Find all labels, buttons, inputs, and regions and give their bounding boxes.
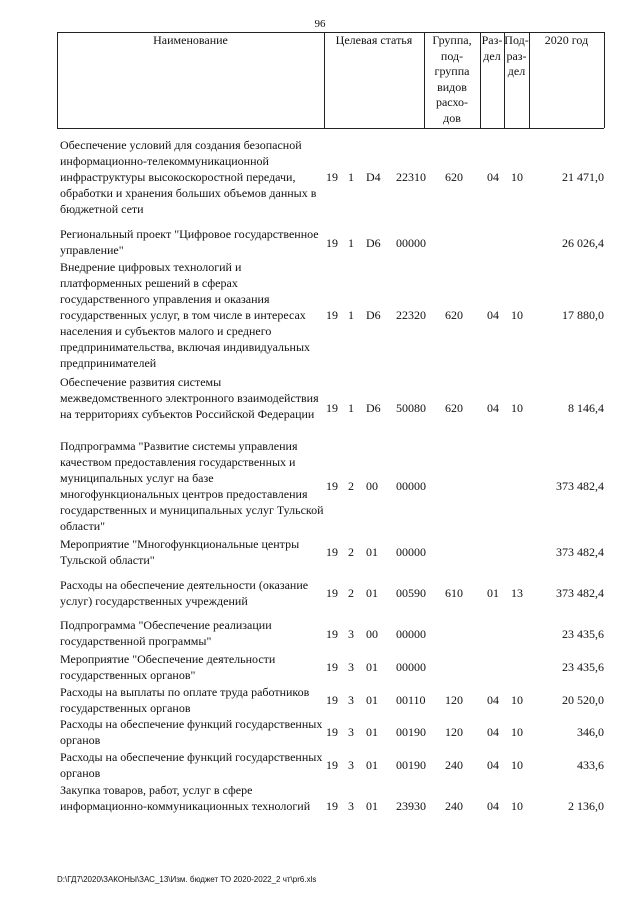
row-amount: 26 026,4 bbox=[562, 236, 604, 250]
row-section: 04 bbox=[487, 308, 499, 322]
row-amount: 23 435,6 bbox=[562, 660, 604, 674]
row-section: 01 bbox=[487, 586, 499, 600]
row-subsection: 10 bbox=[511, 725, 523, 739]
header-year: 2020 год bbox=[544, 33, 589, 47]
row-subprogram: 2 bbox=[348, 545, 354, 559]
row-amount: 346,0 bbox=[577, 725, 604, 739]
row-direction: 50080 bbox=[396, 401, 426, 415]
row-amount: 373 482,4 bbox=[556, 586, 604, 600]
row-section: 04 bbox=[487, 758, 499, 772]
row-subprogram: 1 bbox=[348, 170, 354, 184]
row-event: 01 bbox=[366, 758, 378, 772]
file-path-footer: D:\ГД7\2020\ЗАКОНЫ\ЗАС_13\Изм. бюджет ТО 2020-2022_2 чт\pr6.xls bbox=[57, 875, 317, 884]
row-event: 00 bbox=[366, 627, 378, 641]
row-subsection: 10 bbox=[511, 758, 523, 772]
row-name: Подпрограмма "Обеспечение реализации государственной программы" bbox=[60, 618, 272, 648]
row-program: 19 bbox=[326, 660, 338, 674]
row-subprogram: 3 bbox=[348, 799, 354, 813]
row-direction: 00000 bbox=[396, 236, 426, 250]
row-program: 19 bbox=[326, 799, 338, 813]
row-event: D4 bbox=[366, 170, 381, 184]
row-subprogram: 3 bbox=[348, 693, 354, 707]
row-name: Закупка товаров, работ, услуг в сфере информационно-коммуникационных технологий bbox=[60, 783, 311, 813]
row-name: Региональный проект "Цифровое государственное управление" bbox=[60, 227, 319, 257]
row-group: 120 bbox=[445, 693, 463, 707]
row-amount: 373 482,4 bbox=[556, 479, 604, 493]
row-subprogram: 3 bbox=[348, 627, 354, 641]
header-bottom-rule bbox=[57, 128, 604, 129]
row-amount: 373 482,4 bbox=[556, 545, 604, 559]
row-program: 19 bbox=[326, 758, 338, 772]
row-event: 01 bbox=[366, 545, 378, 559]
row-name: Мероприятие "Многофункциональные центры Тульской области" bbox=[60, 537, 300, 567]
row-subprogram: 2 bbox=[348, 479, 354, 493]
row-direction: 22310 bbox=[396, 170, 426, 184]
row-section: 04 bbox=[487, 401, 499, 415]
row-name: Расходы на выплаты по оплате труда работников государственных органов bbox=[60, 685, 310, 715]
row-program: 19 bbox=[326, 725, 338, 739]
row-program: 19 bbox=[326, 545, 338, 559]
row-subprogram: 3 bbox=[348, 725, 354, 739]
row-program: 19 bbox=[326, 627, 338, 641]
row-name: Расходы на обеспечение деятельности (оказание услуг) государственных учреждений bbox=[60, 578, 309, 608]
page-number: 96 bbox=[314, 18, 326, 30]
row-subprogram: 1 bbox=[348, 236, 354, 250]
row-subsection: 10 bbox=[511, 308, 523, 322]
row-subprogram: 3 bbox=[348, 660, 354, 674]
row-event: 01 bbox=[366, 586, 378, 600]
row-name: Расходы на обеспечение функций государственных органов bbox=[60, 750, 323, 780]
row-program: 19 bbox=[326, 170, 338, 184]
row-event: 01 bbox=[366, 725, 378, 739]
row-name: Обеспечение развития системы межведомственного электронного взаимодействия на территориях субъектов Российской Федерации bbox=[60, 375, 319, 421]
row-name: Мероприятие "Обеспечение деятельности государственных органов" bbox=[60, 652, 276, 682]
row-name: Подпрограмма "Развитие системы управления качеством предоставления государственных и муниципальных услуг на базе многофункциональных центров предоставления государственных и муниципальных услуг Тульской области" bbox=[60, 439, 324, 533]
row-section: 04 bbox=[487, 725, 499, 739]
row-subsection: 10 bbox=[511, 799, 523, 813]
row-direction: 00190 bbox=[396, 758, 426, 772]
row-group: 240 bbox=[445, 758, 463, 772]
row-subsection: 10 bbox=[511, 693, 523, 707]
row-subprogram: 2 bbox=[348, 586, 354, 600]
row-group: 120 bbox=[445, 725, 463, 739]
row-event: D6 bbox=[366, 308, 381, 322]
row-program: 19 bbox=[326, 308, 338, 322]
row-amount: 2 136,0 bbox=[568, 799, 604, 813]
header-section: Раз- дел bbox=[481, 33, 503, 63]
row-amount: 8 146,4 bbox=[568, 401, 604, 415]
row-program: 19 bbox=[326, 586, 338, 600]
row-program: 19 bbox=[326, 693, 338, 707]
row-amount: 433,6 bbox=[577, 758, 604, 772]
row-group: 620 bbox=[445, 170, 463, 184]
row-subprogram: 1 bbox=[348, 401, 354, 415]
row-subsection: 10 bbox=[511, 401, 523, 415]
row-group: 620 bbox=[445, 308, 463, 322]
row-event: D6 bbox=[366, 236, 381, 250]
row-event: D6 bbox=[366, 401, 381, 415]
row-subprogram: 3 bbox=[348, 758, 354, 772]
row-amount: 17 880,0 bbox=[562, 308, 604, 322]
row-name: Расходы на обеспечение функций государственных органов bbox=[60, 717, 323, 747]
row-direction: 00110 bbox=[396, 693, 426, 707]
header-name: Наименование bbox=[153, 33, 228, 47]
row-direction: 00590 bbox=[396, 586, 426, 600]
header-subsection: Под- раз- дел bbox=[504, 33, 529, 78]
row-amount: 20 520,0 bbox=[562, 693, 604, 707]
header-target-article: Целевая статья bbox=[335, 33, 413, 47]
row-event: 01 bbox=[366, 799, 378, 813]
row-event: 01 bbox=[366, 693, 378, 707]
row-program: 19 bbox=[326, 479, 338, 493]
col-divider bbox=[604, 32, 605, 128]
row-group: 240 bbox=[445, 799, 463, 813]
row-amount: 23 435,6 bbox=[562, 627, 604, 641]
row-direction: 00000 bbox=[396, 479, 426, 493]
row-subsection: 13 bbox=[511, 586, 523, 600]
row-direction: 00000 bbox=[396, 660, 426, 674]
row-event: 00 bbox=[366, 479, 378, 493]
row-name: Обеспечение условий для создания безопасной информационно-телекоммуникационной инфраструктуры высокоскоростной передачи, обработки и хранения больших объемов данных в бюджетной сети bbox=[60, 138, 317, 216]
row-name: Внедрение цифровых технологий и платформенных решений в сферах государственного управления и оказания государственных услуг, в том числе в интересах населения и субъектов малого и среднего предпринимательства, включая индивидуальных предпринимателей bbox=[60, 260, 311, 370]
row-direction: 22320 bbox=[396, 308, 426, 322]
row-program: 19 bbox=[326, 236, 338, 250]
row-amount: 21 471,0 bbox=[562, 170, 604, 184]
header-expense-group: Группа, под- группа видов расхо- дов bbox=[432, 33, 472, 125]
row-section: 04 bbox=[487, 693, 499, 707]
row-group: 620 bbox=[445, 401, 463, 415]
row-subprogram: 1 bbox=[348, 308, 354, 322]
row-section: 04 bbox=[487, 799, 499, 813]
row-section: 04 bbox=[487, 170, 499, 184]
row-subsection: 10 bbox=[511, 170, 523, 184]
row-direction: 00000 bbox=[396, 627, 426, 641]
row-program: 19 bbox=[326, 401, 338, 415]
row-event: 01 bbox=[366, 660, 378, 674]
row-group: 610 bbox=[445, 586, 463, 600]
row-direction: 23930 bbox=[396, 799, 426, 813]
row-direction: 00000 bbox=[396, 545, 426, 559]
row-direction: 00190 bbox=[396, 725, 426, 739]
